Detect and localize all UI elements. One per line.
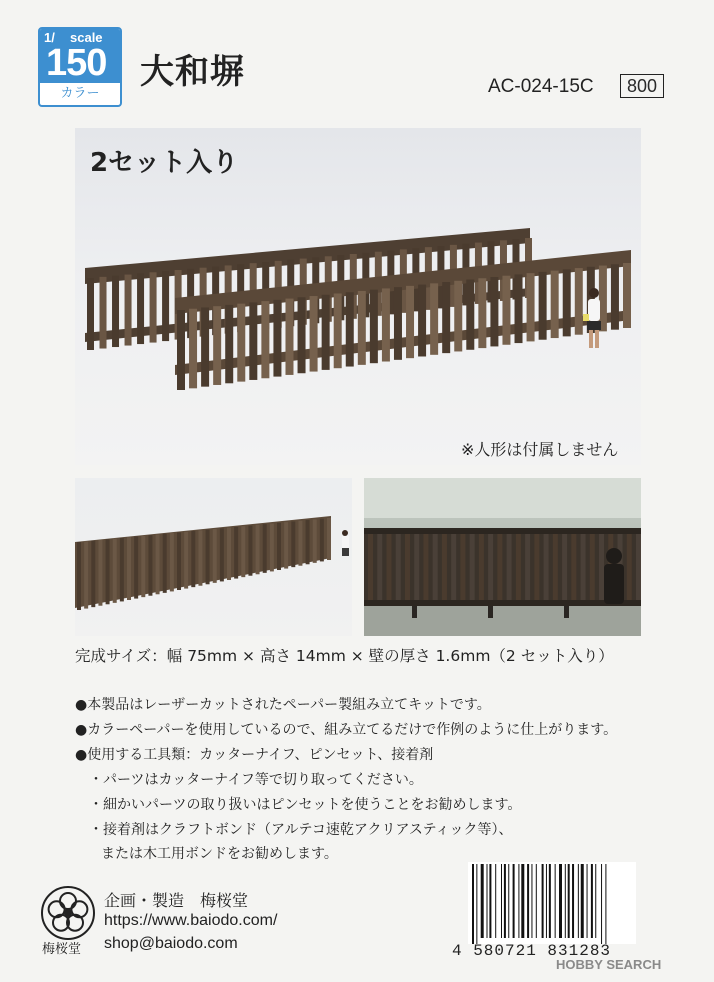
fence-slat [206, 530, 210, 585]
set-count-label: 2セット入り [90, 148, 239, 178]
fence-slat [306, 520, 310, 564]
fence-slat [163, 534, 167, 593]
fence-slat [225, 305, 233, 383]
barcode-bar [546, 864, 547, 938]
fence-slat [100, 277, 107, 349]
fence-slat [466, 280, 474, 350]
barcode-bar [527, 864, 529, 938]
barcode-bar [601, 864, 602, 944]
fence-slat [358, 291, 366, 365]
barcode-bar [568, 864, 570, 938]
fence-slat [77, 542, 81, 610]
fence-slat [368, 534, 373, 600]
barcode-bar [591, 864, 593, 938]
fence-slat [544, 534, 549, 600]
barcode-bar [595, 864, 596, 938]
fence-slat [234, 527, 238, 579]
fence-slat [370, 290, 378, 364]
fence-slat [627, 534, 632, 600]
fence-slat [285, 299, 293, 375]
fence-slat [534, 534, 539, 600]
fence-slat [405, 534, 410, 600]
fence-slat [377, 534, 382, 600]
fence-slat [162, 271, 169, 341]
person-figure [583, 288, 601, 348]
barcode-bar [572, 864, 574, 938]
fence-slat [516, 534, 521, 600]
fence-slat [563, 269, 571, 336]
fence-slat [623, 263, 631, 328]
fence-slat [213, 306, 221, 385]
fence-slat [241, 526, 245, 577]
fence-slat [156, 534, 160, 594]
watermark-prefix: HOBBY [556, 957, 603, 972]
hobby-search-watermark [556, 957, 661, 972]
fence-slat [394, 287, 402, 360]
barcode-bar [513, 864, 515, 938]
barcode-bar [472, 864, 474, 944]
fence-slat [406, 286, 414, 358]
fence-slat [460, 534, 465, 600]
closeup-figure [604, 548, 624, 604]
barcode-bar [559, 864, 562, 938]
fence-slat [106, 539, 110, 604]
fence-slat [590, 534, 595, 600]
fence-slat [270, 523, 274, 571]
scale-badge [38, 27, 122, 107]
fence-slat [442, 534, 447, 600]
fence-slat [539, 272, 547, 340]
barcode-bar [578, 864, 579, 938]
barcode-bar [508, 864, 509, 938]
fence-slat [571, 534, 576, 600]
barcode-bar [531, 864, 532, 938]
fence-slat [553, 534, 558, 600]
fence-slat [198, 530, 202, 585]
barcode-digits: 4 580721 831283 [452, 942, 612, 960]
fence-slat [277, 523, 281, 570]
fence-slat [507, 534, 512, 600]
fence-slat [418, 285, 426, 357]
fence-slat [433, 534, 438, 600]
scale-number: 150 [46, 42, 107, 84]
barcode-bar [518, 864, 519, 938]
fence-slat [451, 534, 456, 600]
barcode-bar [587, 864, 588, 938]
barcode-bar [581, 864, 584, 938]
note-subitem: ・接着剤はクラフトボンド（アルテコ速乾アクリアスティック等）、 [89, 822, 513, 838]
barcode-bar [501, 864, 502, 938]
fence-slat [488, 534, 493, 600]
fence-slat [84, 541, 88, 608]
fence-slat [112, 276, 119, 347]
barcode-bar [481, 864, 484, 938]
barcode-bar [504, 864, 506, 938]
fence-slat [527, 273, 535, 341]
fence-slat [497, 534, 502, 600]
closeup-photo [364, 478, 641, 636]
fence-slat [201, 307, 209, 386]
fence-slat [298, 521, 302, 566]
plum-blossom-logo-icon [40, 885, 96, 941]
fence-slat [184, 532, 188, 589]
fence-slat [87, 278, 94, 350]
barcode-bar [521, 864, 524, 938]
fence-slat [636, 534, 641, 600]
fence-slat [291, 521, 295, 567]
fence-slat [327, 518, 331, 560]
fence-slat [575, 268, 583, 335]
fence-slat [502, 276, 510, 345]
fence-slat [581, 534, 586, 600]
fence-slat [382, 288, 390, 361]
note-item: ●使用する工具類：カッターナイフ、ピンセット、接着剤 [75, 747, 434, 763]
fence-slat [334, 293, 342, 368]
fence-slat [220, 528, 224, 581]
maker-credit: 企画・製造 梅桜堂 [104, 891, 249, 910]
fence-slat [611, 264, 619, 329]
barcode-bar [536, 864, 537, 938]
barcode-bar [565, 864, 566, 938]
barcode-bar [495, 864, 496, 938]
barcode-bar [549, 864, 551, 938]
maker-url-link[interactable]: https://www.baiodo.com/ [104, 912, 278, 929]
product-title: 大和塀 [140, 52, 245, 92]
note-item: ●カラーペーパーを使用しているので、組み立てるだけで作例のように仕上がります。 [75, 722, 618, 738]
fence-slat [113, 539, 117, 603]
fence-slat [189, 309, 197, 389]
fence-slat [148, 535, 152, 596]
fence-slat [261, 301, 269, 378]
fence-slat [177, 532, 181, 590]
fence-slat [137, 273, 144, 344]
fence-slat [150, 272, 157, 342]
fence-slat [177, 310, 185, 390]
fence-slat [127, 537, 131, 600]
barcode-icon [468, 862, 636, 944]
fence-slat [298, 297, 306, 373]
finished-size-text: 完成サイズ：幅 75mm × 高さ 14mm × 壁の厚さ 1.6mm（2 セット入り） [75, 647, 614, 665]
watermark-suffix: SEARCH [602, 957, 662, 972]
fence-slat [213, 529, 217, 583]
fence-slat [256, 525, 260, 574]
barcode-bar [555, 864, 556, 938]
fence-slat [490, 277, 498, 346]
barcode-bar [476, 864, 477, 944]
note-subitem: ・細かいパーツの取り扱いはピンセットを使うことをお勧めします。 [89, 797, 522, 813]
fence-slat [346, 292, 354, 366]
fence-slat [273, 300, 281, 377]
fence-slat [191, 531, 195, 587]
fence-slat [237, 304, 245, 382]
fence-slat [313, 519, 317, 562]
note-subitem: または木工用ボンドをお勧めします。 [101, 846, 338, 862]
fence-slat [170, 533, 174, 591]
fence-slat [322, 295, 330, 370]
fence-slat [430, 283, 438, 354]
fence-slat [525, 534, 530, 600]
fence-slat [320, 519, 324, 562]
fence-slat [454, 281, 462, 352]
fence-slat [515, 274, 523, 343]
note-item: ●本製品はレーザーカットされたペーパー製組み立てキットです。 [75, 697, 491, 713]
fence-slat [479, 534, 484, 600]
fence-slat [396, 534, 401, 600]
barcode-bar [489, 864, 491, 938]
fence-slat [263, 524, 267, 573]
fence-slat [141, 536, 145, 597]
fence-slat [386, 534, 391, 600]
fence-slat [120, 538, 124, 602]
fence-slat [551, 271, 559, 338]
fence-slat [284, 522, 288, 568]
fence-slat [91, 541, 95, 608]
scale-color-label: カラー [60, 86, 100, 101]
fence-slat [125, 275, 132, 346]
price-box: 800 [620, 74, 664, 98]
fence-slat [423, 534, 428, 600]
fence-slat [227, 528, 231, 580]
small-figure [342, 530, 349, 556]
note-subitem: ・パーツはカッターナイフ等で切り取ってください。 [89, 772, 423, 788]
fence-slat [310, 296, 318, 372]
barcode-bar [605, 864, 606, 944]
fence-slat [134, 537, 138, 599]
fence-slat [478, 278, 486, 348]
fence-slat [470, 534, 475, 600]
maker-email-link[interactable]: shop@baiodo.com [104, 935, 238, 952]
fence-slat [442, 282, 450, 353]
scale-word: scale [70, 30, 103, 45]
barcode-bar [542, 864, 544, 938]
fence-slat [249, 302, 257, 380]
fence-slat [248, 526, 252, 576]
barcode-bar [487, 864, 488, 938]
scale-fraction: 1/ [44, 30, 55, 45]
fence-slat [562, 534, 567, 600]
fence-slat [599, 534, 604, 600]
fence-slat [98, 540, 102, 606]
figure-not-included-note: ※人形は付属しません [461, 440, 619, 459]
perspective-photo [75, 478, 352, 636]
maker-logo-text: 梅桜堂 [42, 942, 82, 957]
fence-slat [414, 534, 419, 600]
product-code: AC-024-15C [488, 76, 594, 97]
